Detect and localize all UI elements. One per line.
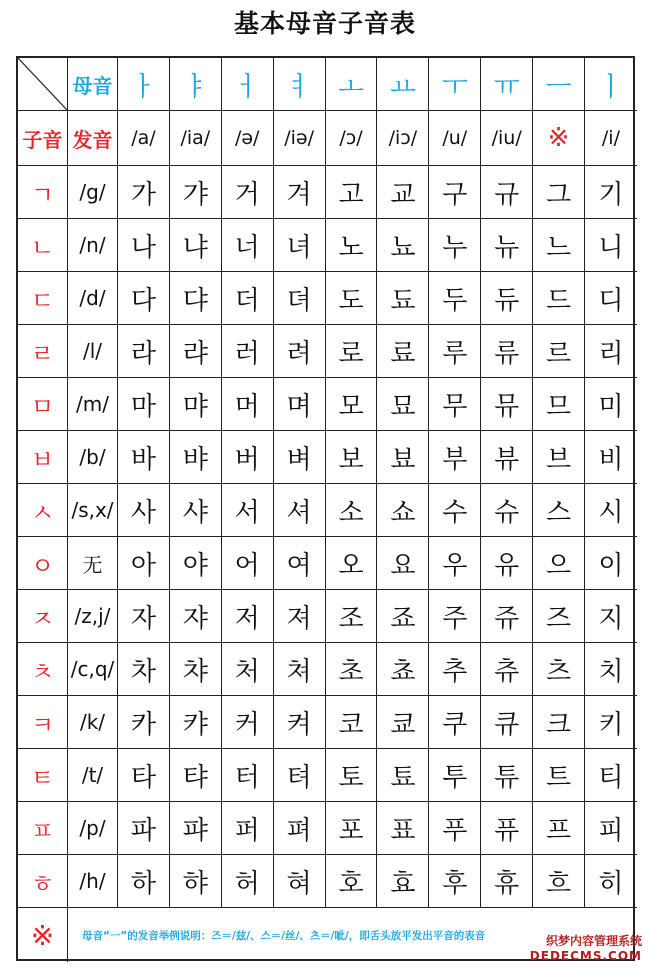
syllable-cell: 듀 [481,272,533,325]
syllable-cell: 스 [533,484,585,537]
syllable-cell: 캬 [170,696,222,749]
syllable-cell: 슈 [481,484,533,537]
syllable-cell: 두 [429,272,481,325]
syllable-cell: 디 [585,272,637,325]
syllable-cell: 투 [429,749,481,802]
consonant-4: ㄹ [18,325,68,378]
syllable-cell: 키 [585,696,637,749]
syllable-cell: 어 [222,537,274,590]
syllable-cell: 저 [222,590,274,643]
syllable-cell: 즈 [533,590,585,643]
syllable-cell: 퍼 [222,802,274,855]
syllable-cell: 하 [118,855,170,908]
consonant-14: ㅎ [18,855,68,908]
vowel-10: ㅣ [585,58,637,111]
syllable-cell: 서 [222,484,274,537]
syllable-cell: 냐 [170,219,222,272]
syllable-cell: 처 [222,643,274,696]
consonant-pron-10: /c,q/ [68,643,118,696]
syllable-cell: 추 [429,643,481,696]
syllable-cell: 츄 [481,643,533,696]
consonant-pron-3: /d/ [68,272,118,325]
syllable-cell: 표 [377,802,429,855]
syllable-cell: 너 [222,219,274,272]
page-title: 基本母音子音表 [233,9,416,38]
syllable-cell: 사 [118,484,170,537]
vowel-4: ㅕ [274,58,326,111]
syllable-cell: 툐 [377,749,429,802]
syllable-cell: 크 [533,696,585,749]
syllable-cell: 쵸 [377,643,429,696]
syllable-cell: 여 [274,537,326,590]
syllable-cell: 져 [274,590,326,643]
syllable-cell: 츠 [533,643,585,696]
syllable-cell: 루 [429,325,481,378]
vowel-2: ㅑ [170,58,222,111]
syllable-cell: 죠 [377,590,429,643]
syllable-cell: 묘 [377,378,429,431]
syllable-cell: 구 [429,166,481,219]
vowel-pron-2: /ia/ [170,111,222,166]
syllable-cell: 갸 [170,166,222,219]
consonant-pron-11: /k/ [68,696,118,749]
syllable-cell: 비 [585,431,637,484]
syllable-cell: 히 [585,855,637,908]
syllable-cell: 누 [429,219,481,272]
syllable-cell: 쇼 [377,484,429,537]
syllable-cell: 뮤 [481,378,533,431]
syllable-cell: 켜 [274,696,326,749]
syllable-cell: 쥬 [481,590,533,643]
syllable-cell: 며 [274,378,326,431]
syllable-cell: 퍄 [170,802,222,855]
syllable-cell: 다 [118,272,170,325]
syllable-cell: 드 [533,272,585,325]
syllable-cell: 브 [533,431,585,484]
syllable-cell: 소 [326,484,378,537]
syllable-cell: 뇨 [377,219,429,272]
syllable-cell: 뉴 [481,219,533,272]
consonant-10: ㅊ [18,643,68,696]
pronunciation-header-label: 发音 [68,111,118,166]
syllable-cell: 머 [222,378,274,431]
consonant-12: ㅌ [18,749,68,802]
syllable-cell: 이 [585,537,637,590]
syllable-cell: 나 [118,219,170,272]
consonant-5: ㅁ [18,378,68,431]
syllable-cell: 프 [533,802,585,855]
syllable-cell: 조 [326,590,378,643]
consonant-7: ㅅ [18,484,68,537]
syllable-cell: 벼 [274,431,326,484]
syllable-cell: 녀 [274,219,326,272]
syllable-cell: 러 [222,325,274,378]
syllable-cell: 햐 [170,855,222,908]
syllable-cell: 카 [118,696,170,749]
vowel-pron-6: /iɔ/ [377,111,429,166]
consonant-pron-6: /b/ [68,431,118,484]
syllable-cell: 가 [118,166,170,219]
vowel-pron-10: /i/ [585,111,637,166]
syllable-cell: 으 [533,537,585,590]
syllable-cell: 무 [429,378,481,431]
syllable-cell: 마 [118,378,170,431]
syllable-cell: 치 [585,643,637,696]
syllable-cell: 텨 [274,749,326,802]
consonant-pron-7: /s,x/ [68,484,118,537]
vowel-6: ㅛ [377,58,429,111]
syllable-cell: 료 [377,325,429,378]
syllable-cell: 쿄 [377,696,429,749]
syllable-cell: 혀 [274,855,326,908]
syllable-cell: 샤 [170,484,222,537]
consonant-6: ㅂ [18,431,68,484]
syllable-cell: 쳐 [274,643,326,696]
syllable-cell: 우 [429,537,481,590]
syllable-cell: 코 [326,696,378,749]
syllable-cell: 요 [377,537,429,590]
syllable-cell: 튜 [481,749,533,802]
syllable-cell: 먀 [170,378,222,431]
syllable-cell: 수 [429,484,481,537]
syllable-cell: 됴 [377,272,429,325]
syllable-cell: 그 [533,166,585,219]
vowel-1: ㅏ [118,58,170,111]
syllable-cell: 오 [326,537,378,590]
consonant-pron-13: /p/ [68,802,118,855]
syllable-cell: 바 [118,431,170,484]
syllable-cell: 부 [429,431,481,484]
footnote-mark: ※ [18,908,68,962]
syllable-cell: 교 [377,166,429,219]
syllable-cell: 야 [170,537,222,590]
vowel-7: ㅜ [429,58,481,111]
syllable-cell: 커 [222,696,274,749]
watermark-line-2: DEDECMS.COM [529,949,642,963]
syllable-cell: 보 [326,431,378,484]
syllable-cell: 라 [118,325,170,378]
consonant-header-label: 子音 [18,111,68,166]
syllable-cell: 주 [429,590,481,643]
syllable-cell: 파 [118,802,170,855]
syllable-cell: 미 [585,378,637,431]
syllable-cell: 푸 [429,802,481,855]
consonant-3: ㄷ [18,272,68,325]
syllable-cell: 초 [326,643,378,696]
syllable-cell: 허 [222,855,274,908]
consonant-pron-9: /z,j/ [68,590,118,643]
syllable-cell: 더 [222,272,274,325]
vowel-header-label: 母音 [68,58,118,111]
syllable-cell: 포 [326,802,378,855]
syllable-cell: 쿠 [429,696,481,749]
vowel-pron-4: /iə/ [274,111,326,166]
vowel-pron-9: ※ [533,111,585,166]
consonant-8: ㅇ [18,537,68,590]
corner-diagonal [18,58,68,111]
syllable-cell: 유 [481,537,533,590]
syllable-cell: 고 [326,166,378,219]
vowel-pron-8: /iu/ [481,111,533,166]
consonant-11: ㅋ [18,696,68,749]
consonant-1: ㄱ [18,166,68,219]
syllable-cell: 퓨 [481,802,533,855]
syllable-cell: 로 [326,325,378,378]
vowel-pron-7: /u/ [429,111,481,166]
consonant-pron-12: /t/ [68,749,118,802]
syllable-cell: 타 [118,749,170,802]
syllable-cell: 챠 [170,643,222,696]
syllable-cell: 뎌 [274,272,326,325]
consonant-pron-2: /n/ [68,219,118,272]
syllable-cell: 류 [481,325,533,378]
syllable-cell: 트 [533,749,585,802]
vowel-8: ㅠ [481,58,533,111]
syllable-cell: 차 [118,643,170,696]
syllable-cell: 모 [326,378,378,431]
consonant-pron-14: /h/ [68,855,118,908]
syllable-cell: 아 [118,537,170,590]
syllable-cell: 휴 [481,855,533,908]
syllable-cell: 노 [326,219,378,272]
syllable-cell: 뱌 [170,431,222,484]
syllable-cell: 호 [326,855,378,908]
vowel-pron-1: /a/ [118,111,170,166]
syllable-cell: 니 [585,219,637,272]
syllable-cell: 시 [585,484,637,537]
vowel-5: ㅗ [326,58,378,111]
vowel-pron-3: /ə/ [222,111,274,166]
consonant-13: ㅍ [18,802,68,855]
vowel-3: ㅓ [222,58,274,111]
consonant-pron-8: 无 [68,537,118,590]
vowel-9: ㅡ [533,58,585,111]
consonant-pron-4: /l/ [68,325,118,378]
footnote-text: 母音“一”的发音举例说明：즈＝/兹/、스＝/丝/、츠＝/呲/，即舌头放平发出平音的表音 [82,929,486,942]
syllable-cell: 규 [481,166,533,219]
syllable-cell: 터 [222,749,274,802]
syllable-cell: 자 [118,590,170,643]
syllable-cell: 탸 [170,749,222,802]
syllable-cell: 므 [533,378,585,431]
syllable-cell: 르 [533,325,585,378]
watermark-line-1: 织梦内容管理系统 [545,934,642,948]
syllable-cell: 리 [585,325,637,378]
syllable-cell: 랴 [170,325,222,378]
syllable-cell: 셔 [274,484,326,537]
syllable-cell: 티 [585,749,637,802]
syllable-cell: 지 [585,590,637,643]
syllable-cell: 후 [429,855,481,908]
syllable-cell: 버 [222,431,274,484]
syllable-cell: 뷰 [481,431,533,484]
syllable-cell: 효 [377,855,429,908]
syllable-cell: 뵤 [377,431,429,484]
consonant-pron-1: /g/ [68,166,118,219]
syllable-cell: 피 [585,802,637,855]
syllable-cell: 도 [326,272,378,325]
syllable-cell: 큐 [481,696,533,749]
syllable-cell: 려 [274,325,326,378]
consonant-9: ㅈ [18,590,68,643]
syllable-cell: 겨 [274,166,326,219]
syllable-cell: 기 [585,166,637,219]
syllable-cell: 토 [326,749,378,802]
hangul-table [16,56,635,961]
watermark [530,932,642,963]
vowel-pron-5: /ɔ/ [326,111,378,166]
syllable-cell: 흐 [533,855,585,908]
consonant-pron-5: /m/ [68,378,118,431]
syllable-cell: 쟈 [170,590,222,643]
syllable-cell: 댜 [170,272,222,325]
consonant-2: ㄴ [18,219,68,272]
syllable-cell: 거 [222,166,274,219]
syllable-cell: 펴 [274,802,326,855]
syllable-cell: 느 [533,219,585,272]
